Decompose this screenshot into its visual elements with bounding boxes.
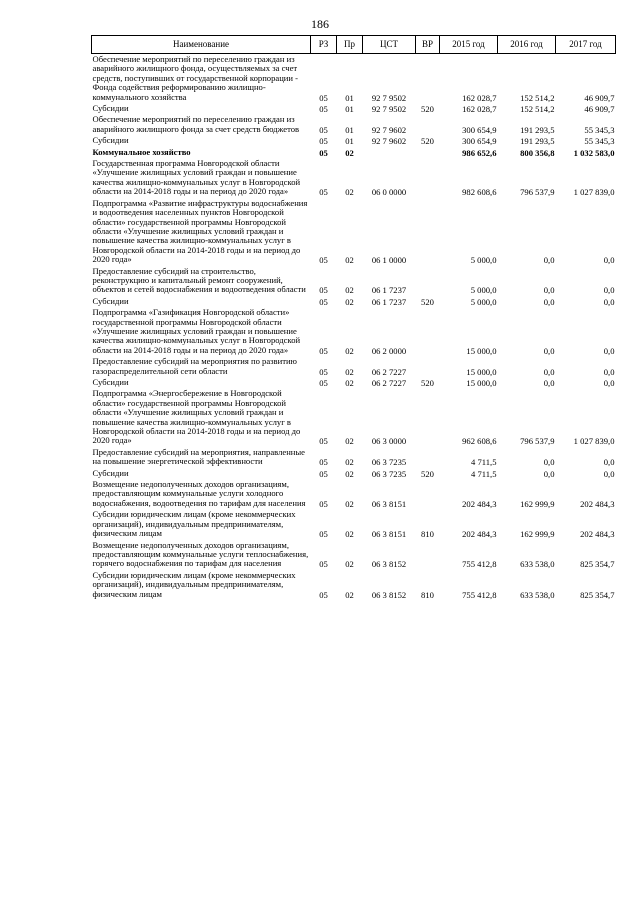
row-value-2017: 46 909,7 xyxy=(584,104,615,115)
row-value-2016: 152 514,2 xyxy=(520,92,555,103)
table-row xyxy=(92,103,616,114)
row-value-2016: 152 514,2 xyxy=(520,104,555,115)
row-pr: 02 xyxy=(345,498,354,509)
table-row xyxy=(92,377,616,388)
row-pr: 02 xyxy=(345,366,354,377)
row-name: Обеспечение мероприятий по переселению граждан из аварийного жилищного фонда за счет средств бюджетов xyxy=(92,114,300,134)
table-row xyxy=(92,158,616,198)
row-vr xyxy=(416,540,440,570)
row-vr xyxy=(416,266,440,296)
row-vr xyxy=(416,147,440,158)
row-value-2016: 0,0 xyxy=(543,468,555,479)
row-name: Субсидии юридическим лицам (кроме некоммерческих организаций), индивидуальным предпринимателям, физическим лицам xyxy=(92,509,296,539)
row-name: Субсидии xyxy=(92,377,129,387)
table-row xyxy=(92,356,616,377)
column-header-name: Наименование xyxy=(92,36,311,54)
row-pr: 02 xyxy=(345,457,354,468)
row-rz: 05 xyxy=(319,147,328,158)
row-pr: 01 xyxy=(345,136,354,147)
row-cst xyxy=(363,147,416,158)
row-rz: 05 xyxy=(319,498,328,509)
row-value-2017: 0,0 xyxy=(603,255,615,266)
row-value-2015: 982 608,6 xyxy=(462,187,497,198)
column-header-2016: 2016 год xyxy=(498,36,556,54)
table-row xyxy=(92,447,616,468)
row-value-2015: 755 412,8 xyxy=(462,559,497,570)
row-rz: 05 xyxy=(319,92,328,103)
row-rz: 05 xyxy=(319,436,328,447)
row-vr xyxy=(416,356,440,377)
table-row xyxy=(92,468,616,479)
row-rz: 05 xyxy=(319,187,328,198)
row-pr: 02 xyxy=(345,468,354,479)
row-cst: 92 7 9602 xyxy=(371,124,407,135)
row-value-2016: 796 537,9 xyxy=(520,187,555,198)
table-header-row xyxy=(92,36,616,54)
row-vr xyxy=(416,388,440,446)
table-row xyxy=(92,540,616,570)
row-rz: 05 xyxy=(319,255,328,266)
table-row xyxy=(92,135,616,146)
column-header-pr: Пр xyxy=(337,36,363,54)
row-value-2016: 633 538,0 xyxy=(520,589,555,600)
row-value-2017: 0,0 xyxy=(603,468,615,479)
column-header-2017: 2017 год xyxy=(556,36,616,54)
row-name: Предоставление субсидий на мероприятия, направленные на повышение энергетической эффективности xyxy=(92,446,305,467)
row-rz: 05 xyxy=(319,345,328,356)
row-vr xyxy=(416,114,440,135)
row-cst: 06 2 0000 xyxy=(371,345,407,356)
row-pr: 02 xyxy=(345,436,354,447)
column-header-2015: 2015 год xyxy=(440,36,498,54)
row-name: Возмещение недополученных доходов организациям, предоставляющим коммунальные услуги холодного водоснабжения, водоотведения по тарифам для населения xyxy=(92,479,306,508)
row-vr: 520 xyxy=(421,468,434,479)
row-value-2017: 1 027 839,0 xyxy=(573,187,615,198)
row-value-2015: 162 028,7 xyxy=(462,92,497,103)
row-value-2015: 755 412,8 xyxy=(462,589,497,600)
row-rz: 05 xyxy=(319,559,328,570)
row-cst: 06 2 7227 xyxy=(371,378,407,388)
row-name: Подпрограмма «Газификация Новгородской области» государственной программы Новгородской области «Улучшение жилищных условий граждан и повышение качества жилищно-коммунальных услуг в Новгородской области на 2014-2018 годы и на период до 2020 года» xyxy=(92,307,301,355)
row-pr: 02 xyxy=(345,559,354,570)
row-value-2017: 55 345,3 xyxy=(584,124,615,135)
row-value-2016: 800 356,8 xyxy=(520,147,555,158)
table-row xyxy=(92,388,616,446)
row-rz: 05 xyxy=(319,529,328,540)
row-pr: 02 xyxy=(345,147,354,158)
row-vr: 520 xyxy=(421,104,434,115)
table-row xyxy=(92,114,616,135)
row-value-2017: 0,0 xyxy=(603,285,615,296)
row-value-2016: 633 538,0 xyxy=(520,559,555,570)
row-pr: 02 xyxy=(345,255,354,266)
row-vr xyxy=(416,198,440,266)
row-rz: 05 xyxy=(319,104,328,115)
row-value-2015: 202 484,3 xyxy=(462,498,497,509)
row-cst: 92 7 9502 xyxy=(371,92,407,103)
table-row xyxy=(92,509,616,539)
table-row xyxy=(92,147,616,158)
row-value-2015: 5 000,0 xyxy=(470,296,497,307)
row-value-2015: 202 484,3 xyxy=(462,529,497,540)
table-row xyxy=(92,296,616,307)
row-cst: 06 1 0000 xyxy=(371,255,407,266)
row-value-2016: 0,0 xyxy=(543,285,555,296)
row-pr: 02 xyxy=(345,187,354,198)
column-header-vr: ВР xyxy=(416,36,440,54)
row-cst: 06 3 7235 xyxy=(371,468,407,479)
row-rz: 05 xyxy=(319,136,328,147)
row-value-2015: 15 000,0 xyxy=(466,366,497,377)
row-vr: 810 xyxy=(421,529,434,540)
row-value-2016: 191 293,5 xyxy=(520,136,555,147)
table-row xyxy=(92,570,616,600)
row-value-2016: 162 999,9 xyxy=(520,498,555,509)
budget-table xyxy=(91,35,616,600)
row-value-2015: 4 711,5 xyxy=(471,457,497,468)
row-value-2016: 0,0 xyxy=(543,378,555,388)
row-pr: 01 xyxy=(345,92,354,103)
row-cst: 92 7 9502 xyxy=(371,104,407,115)
row-rz: 05 xyxy=(319,378,328,388)
row-vr: 520 xyxy=(421,378,434,388)
row-cst: 06 3 8152 xyxy=(371,589,407,600)
row-value-2017: 1 032 583,0 xyxy=(573,147,615,158)
row-name: Субсидии юридическим лицам (кроме некоммерческих организаций), индивидуальным предпринимателям, физическим лицам xyxy=(92,569,296,599)
row-vr xyxy=(416,307,440,356)
row-vr: 520 xyxy=(421,136,434,147)
row-cst: 06 3 0000 xyxy=(371,436,407,447)
row-name: Подпрограмма «Развитие инфраструктуры водоснабжения и водоотведения населенных пунктов Новгородской области» государственной программы Новгородской области «Улучшение жилищных условий граждан и повышение качества жилищно-коммунальных услуг в Новгородской области на 2014-2018 годы и на период до 2020 года» xyxy=(92,197,308,265)
row-pr: 02 xyxy=(345,378,354,388)
row-rz: 05 xyxy=(319,366,328,377)
row-value-2016: 0,0 xyxy=(543,366,555,377)
row-value-2017: 0,0 xyxy=(603,366,615,377)
row-name: Субсидии xyxy=(92,295,129,306)
row-value-2017: 1 027 839,0 xyxy=(573,436,615,447)
row-cst: 06 3 8151 xyxy=(371,529,407,540)
row-name: Предоставление субсидий на строительство, реконструкцию и капитальный ремонт сооружений, объектов и сетей водоснабжения и водоотведения области xyxy=(92,265,306,295)
table-row xyxy=(92,307,616,356)
row-value-2017: 0,0 xyxy=(603,457,615,468)
row-value-2015: 300 654,9 xyxy=(462,124,497,135)
row-value-2015: 162 028,7 xyxy=(462,104,497,115)
row-vr xyxy=(416,54,440,104)
row-pr: 01 xyxy=(345,124,354,135)
column-header-cst: ЦСТ xyxy=(363,36,416,54)
table-row xyxy=(92,198,616,266)
row-pr: 02 xyxy=(345,589,354,600)
row-value-2017: 55 345,3 xyxy=(584,136,615,147)
row-rz: 05 xyxy=(319,124,328,135)
row-rz: 05 xyxy=(319,457,328,468)
row-vr: 810 xyxy=(421,589,434,600)
row-cst: 06 3 8151 xyxy=(371,498,407,509)
row-name: Субсидии xyxy=(92,103,129,114)
row-value-2017: 825 354,7 xyxy=(580,589,615,600)
row-pr: 02 xyxy=(345,345,354,356)
row-name: Субсидии xyxy=(92,135,129,146)
row-value-2016: 162 999,9 xyxy=(520,529,555,540)
row-vr xyxy=(416,479,440,509)
table-row xyxy=(92,479,616,509)
row-rz: 05 xyxy=(319,589,328,600)
row-vr: 520 xyxy=(421,296,434,307)
row-value-2016: 0,0 xyxy=(543,255,555,266)
row-cst: 06 1 7237 xyxy=(371,296,407,307)
row-value-2015: 4 711,5 xyxy=(471,468,497,479)
row-value-2017: 202 484,3 xyxy=(580,498,615,509)
row-value-2015: 5 000,0 xyxy=(470,285,497,296)
row-value-2017: 0,0 xyxy=(603,378,615,388)
row-value-2016: 0,0 xyxy=(543,345,555,356)
row-rz: 05 xyxy=(319,468,328,479)
row-value-2017: 0,0 xyxy=(603,345,615,356)
row-pr: 01 xyxy=(345,104,354,115)
row-pr: 02 xyxy=(345,529,354,540)
row-value-2016: 796 537,9 xyxy=(520,436,555,447)
row-pr: 02 xyxy=(345,285,354,296)
table-row xyxy=(92,266,616,296)
row-name: Государственная программа Новгородской области «Улучшение жилищных условий граждан и повышение качества жилищно-коммунальных услуг в Новгородской области на 2014-2018 годы и на период до 2020 года» xyxy=(92,158,301,197)
row-name: Обеспечение мероприятий по переселению граждан из аварийного жилищного фонда, осуществляемых за счет средств, поступивших от государственной корпорации - Фонда содействия реформированию жилищно-коммунального хозяйства xyxy=(92,54,299,102)
page-number: 186 xyxy=(311,17,329,31)
row-name: Предоставление субсидий на мероприятия по развитию газораспределительной сети области xyxy=(92,356,297,376)
row-value-2015: 15 000,0 xyxy=(466,378,497,388)
row-name: Возмещение недополученных доходов организациям, предоставляющим коммунальные услуги теплоснабжения, горячего водоснабжения по тарифам для населения xyxy=(92,539,309,569)
row-value-2017: 825 354,7 xyxy=(580,559,615,570)
row-cst: 06 3 7235 xyxy=(371,457,407,468)
table-row xyxy=(92,54,616,104)
row-name: Субсидии xyxy=(92,467,129,478)
row-cst: 06 3 8152 xyxy=(371,559,407,570)
row-pr: 02 xyxy=(345,296,354,307)
row-cst: 06 2 7227 xyxy=(371,366,407,377)
row-name: Подпрограмма «Энергосбережение в Новгородской области» государственной программы Новгородской области «Улучшение жилищных условий граждан и повышение качества жилищно-коммунальных услуг в Новгородской области на 2014-2018 годы и на период до 2020 года» xyxy=(92,388,301,446)
row-value-2015: 986 652,6 xyxy=(462,147,497,158)
row-cst: 06 1 7237 xyxy=(371,285,407,296)
row-rz: 05 xyxy=(319,285,328,296)
row-value-2017: 0,0 xyxy=(603,296,615,307)
row-vr xyxy=(416,158,440,198)
row-cst: 06 0 0000 xyxy=(371,187,407,198)
row-vr xyxy=(416,447,440,468)
row-rz: 05 xyxy=(319,296,328,307)
row-value-2016: 191 293,5 xyxy=(520,124,555,135)
row-value-2016: 0,0 xyxy=(543,296,555,307)
row-value-2017: 46 909,7 xyxy=(584,92,615,103)
row-value-2015: 5 000,0 xyxy=(470,255,497,266)
row-value-2016: 0,0 xyxy=(543,457,555,468)
row-cst: 92 7 9602 xyxy=(371,136,407,147)
row-value-2017: 202 484,3 xyxy=(580,529,615,540)
column-header-rz: РЗ xyxy=(311,36,337,54)
row-value-2015: 300 654,9 xyxy=(462,136,497,147)
row-name: Коммунальное хозяйство xyxy=(92,146,191,157)
row-value-2015: 962 608,6 xyxy=(462,436,497,447)
row-value-2015: 15 000,0 xyxy=(466,345,497,356)
